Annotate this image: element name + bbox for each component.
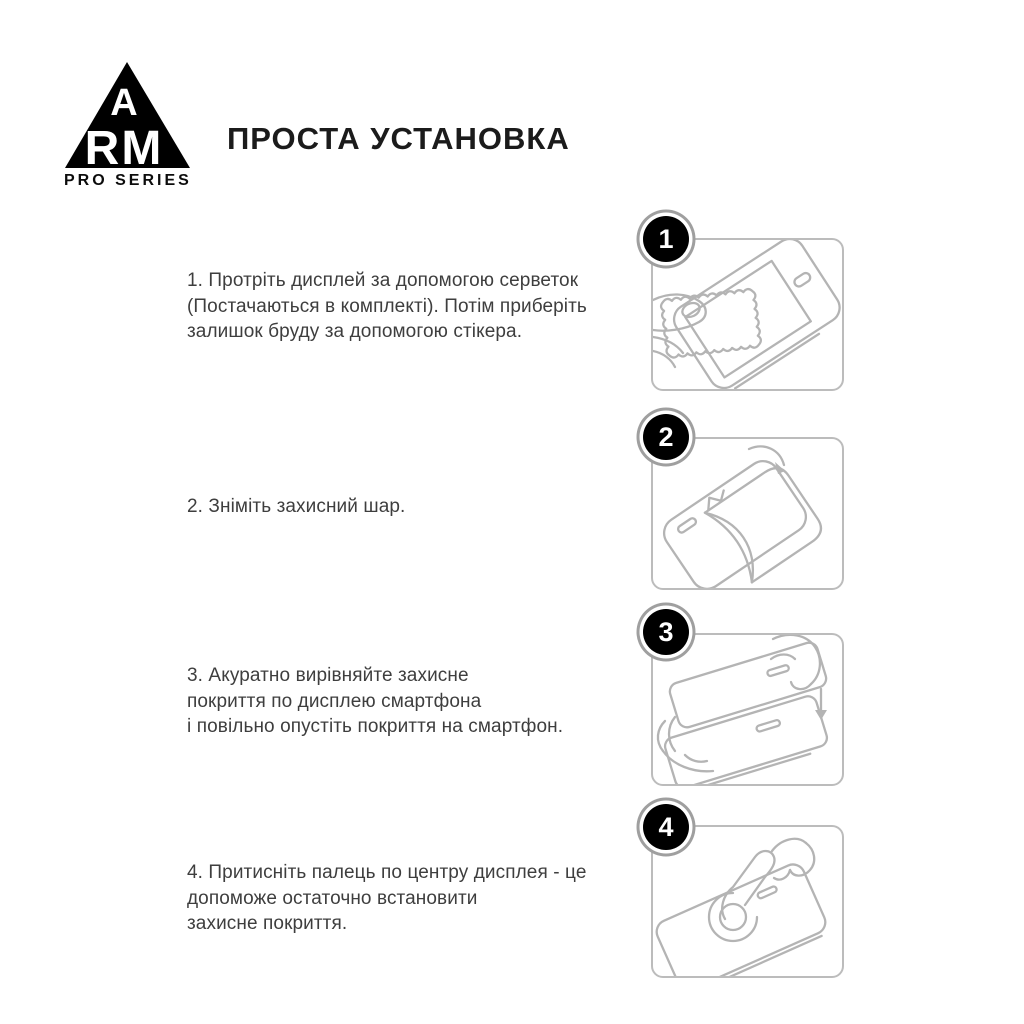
step-text-line: захисне покриття. bbox=[187, 913, 348, 934]
step-4-badge bbox=[643, 804, 689, 850]
step-3-illustration-panel bbox=[651, 633, 844, 786]
glass-icon bbox=[668, 640, 829, 729]
phone-icon bbox=[653, 861, 831, 976]
peel-protective-layer-illustration bbox=[653, 439, 842, 588]
step-2-badge bbox=[643, 414, 689, 460]
step-text-line: покриття по дисплею смартфона bbox=[187, 690, 482, 712]
step-text-line: і повільно опустіть покриття на смартфон. bbox=[187, 716, 564, 737]
peeling-film-icon bbox=[699, 454, 826, 582]
logo-subtitle: PRO SERIES bbox=[64, 172, 192, 189]
step-number: 2 bbox=[658, 421, 674, 452]
step-1-badge bbox=[643, 216, 689, 262]
step-text-line: 3. Акуратно вирівняйте захисне bbox=[187, 665, 469, 686]
step-number: 4 bbox=[658, 811, 674, 842]
step-number: 3 bbox=[658, 616, 674, 647]
step-text-line: (Постачаються в комплекті). Потім приберіть bbox=[187, 295, 587, 317]
right-hand-icon bbox=[771, 635, 820, 689]
step-2-illustration-panel bbox=[651, 437, 844, 590]
step-text-line: 1. Протріть дисплей за допомогою серветок bbox=[187, 270, 579, 291]
step-3-text bbox=[187, 663, 642, 740]
pressing-finger-icon bbox=[722, 839, 814, 919]
press-center-illustration bbox=[653, 827, 842, 976]
logo-letter-a: A bbox=[110, 82, 138, 124]
align-glass-illustration bbox=[653, 635, 842, 784]
step-1-text bbox=[187, 268, 642, 345]
step-number: 1 bbox=[658, 223, 674, 254]
wipe-display-illustration bbox=[653, 240, 842, 389]
step-4-illustration-panel bbox=[651, 825, 844, 978]
arm-pro-series-logo bbox=[64, 62, 191, 190]
step-1-illustration-panel bbox=[651, 238, 844, 391]
phone-icon bbox=[663, 694, 830, 784]
arm-triangle-logo-icon bbox=[65, 62, 190, 168]
step-3-badge bbox=[643, 609, 689, 655]
step-text-line: 2. Зніміть захисний шар. bbox=[187, 496, 406, 517]
logo-letters-rm: RM bbox=[84, 122, 164, 168]
page-title: ПРОСТА УСТАНОВКА bbox=[227, 121, 570, 156]
step-text-line: 4. Притисніть палець по центру дисплея - це bbox=[187, 862, 587, 883]
step-text-line: допоможе остаточно встановити bbox=[187, 887, 478, 909]
step-text-line: залишок бруду за допомогою стікера. bbox=[187, 321, 523, 342]
step-2-text bbox=[187, 494, 642, 520]
step-4-text bbox=[187, 860, 642, 937]
